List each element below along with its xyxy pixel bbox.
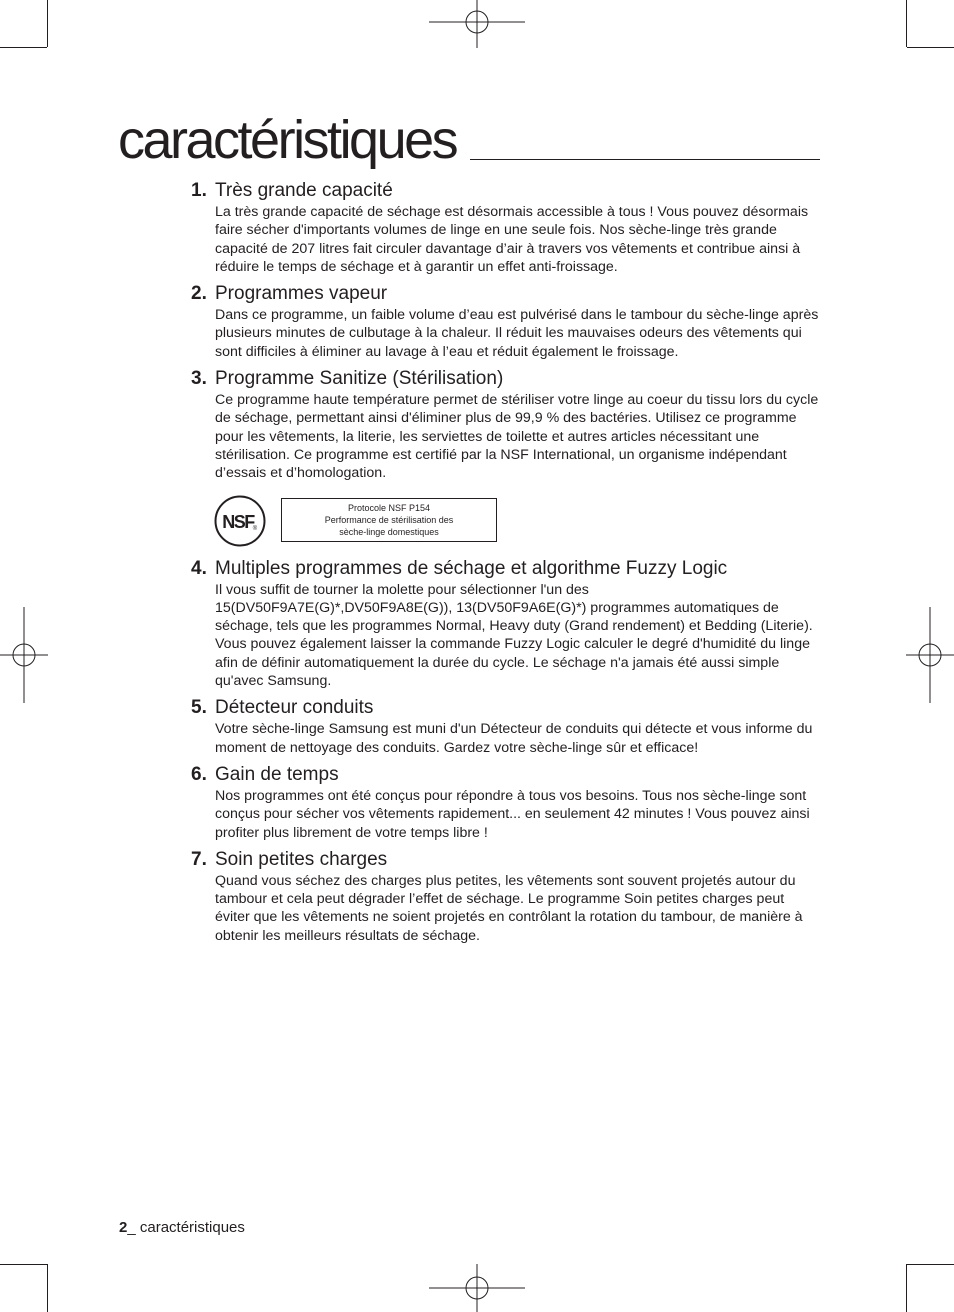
feature-number: 7.: [191, 848, 207, 870]
feature-body: Nos programmes ont été conçus pour répondre à tous vos besoins. Tous nos sèche-linge sont conçus pour sécher vos vêtements rapidement... en seulement 42 minutes ! Vous pouvez ainsi profiter plus librement de votre temps libre !: [215, 787, 810, 841]
feature-section-4: [191, 557, 821, 691]
page-title: caractéristiques: [118, 110, 457, 170]
nsf-protocol-line: Performance de stérilisation des: [324, 514, 454, 525]
svg-text:NSF: NSF: [222, 511, 254, 532]
registration-mark-right-icon: [906, 607, 954, 703]
crop-mark-bl-h: [0, 1264, 47, 1265]
feature-body: Dans ce programme, un faible volume d’eau est pulvérisé dans le tambour du sèche-linge après plusieurs minutes de culbutage à la chaleur. Il réduit les mauvaises odeurs des vêtements qui sont difficiles à éliminer au lavage à l’eau et réduit également le froissage.: [215, 307, 819, 360]
crop-mark-tl-h: [0, 47, 47, 48]
crop-mark-br-h: [907, 1264, 954, 1265]
page-footer: [119, 1219, 245, 1236]
nsf-certification: [191, 495, 821, 551]
feature-title: Programmes vapeur: [215, 283, 388, 305]
footer-label: _ caractéristiques: [127, 1219, 245, 1236]
feature-title: Programme Sanitize (Stérilisation): [215, 368, 504, 390]
crop-mark-tr-h: [907, 47, 954, 48]
feature-body: Ce programme haute température permet de stériliser votre linge au coeur du tissu lors du cycle de séchage, permettant ainsi d'éliminer plus de 99,9 % des bactéries. Utilisez ce programme pour les vêtements, la literie, les serviettes de toilette et autres articles nécessitant une stérilisation. Ce programme est certifié par la NSF International, un organisme indépendant d’essais et d’homologation.: [215, 392, 819, 482]
feature-number: 4.: [191, 557, 207, 579]
feature-heading: [191, 282, 821, 306]
feature-number: 6.: [191, 763, 207, 785]
feature-section-7: [191, 848, 821, 945]
feature-title: Soin petites charges: [215, 848, 388, 870]
feature-title: Détecteur conduits: [215, 697, 374, 719]
svg-text:®: ®: [252, 525, 258, 532]
feature-heading: [191, 848, 821, 872]
feature-title: Multiples programmes de séchage et algorithme Fuzzy Logic: [215, 557, 728, 579]
feature-section-6: [191, 763, 821, 842]
registration-mark-top-icon: [429, 0, 525, 48]
registration-mark-left-icon: [0, 607, 48, 703]
page-number: 2: [119, 1219, 128, 1236]
feature-body: La très grande capacité de séchage est désormais accessible à tous ! Vous pouvez désormais faire sécher d'importants volumes de linge en une seule fois. Nos sèche-linge très grande capacité de 207 litres fait circuler davantage d’air à travers vos vêtements et contribue ainsi à réduire le temps de séchage et à garantir un effet anti-froissage.: [215, 204, 809, 275]
crop-mark-bl-v: [47, 1264, 48, 1312]
feature-section-3: [191, 367, 821, 550]
feature-heading: [191, 763, 821, 787]
nsf-protocol-line: sèche-linge domestiques: [339, 526, 439, 537]
feature-section-2: [191, 282, 821, 361]
crop-mark-br-v: [906, 1264, 907, 1312]
feature-number: 2.: [191, 283, 207, 305]
feature-list: [191, 179, 821, 951]
feature-number: 3.: [191, 368, 207, 390]
nsf-logo-icon: [214, 495, 266, 547]
nsf-protocol-box: [281, 498, 497, 542]
nsf-protocol-line: Protocole NSF P154: [347, 502, 431, 513]
feature-heading: [191, 179, 821, 203]
feature-number: 5.: [191, 697, 207, 719]
feature-section-1: [191, 179, 821, 276]
feature-heading: [191, 367, 821, 391]
feature-title: Gain de temps: [215, 763, 339, 785]
feature-heading: [191, 557, 821, 581]
feature-body: Il vous suffit de tourner la molette pour sélectionner l'un des 15(DV50F9A7E(G)*,DV50F9A8E(G)), 13(DV50F9A6E(G)*) programmes automatiques de séchage, tels que les programmes Normal, Heavy duty (Grand rendement) et Bedding (Literie). Vous pouvez également laisser la commande Fuzzy Logic calculer le degré d'humidité du linge afin de définir automatiquement la durée du cycle. Le séchage n'a jamais été aussi simple qu'avec Samsung.: [215, 581, 813, 690]
feature-number: 1.: [191, 180, 207, 201]
title-rule: [470, 159, 820, 160]
feature-body: Votre sèche-linge Samsung est muni d'un Détecteur de conduits qui détecte et vous informe du moment de nettoyage des conduits. Gardez votre sèche-linge sûr et efficace!: [215, 721, 813, 756]
registration-mark-bottom-icon: [429, 1264, 525, 1312]
feature-title: Très grande capacité: [215, 180, 393, 201]
crop-mark-tr-v: [906, 0, 907, 47]
feature-body: Quand vous séchez des charges plus petites, les vêtements sont souvent projetés autour du tambour et cela peut dégrader l’effet de séchage. Le programme Soin petites charges peut éviter que les vêtements ne soient projetés en contrôlant la rotation du tambour, de manière à obtenir les meilleurs résultats de séchage.: [215, 872, 803, 944]
feature-heading: [191, 696, 821, 720]
feature-section-5: [191, 696, 821, 757]
crop-mark-tl-v: [47, 0, 48, 47]
